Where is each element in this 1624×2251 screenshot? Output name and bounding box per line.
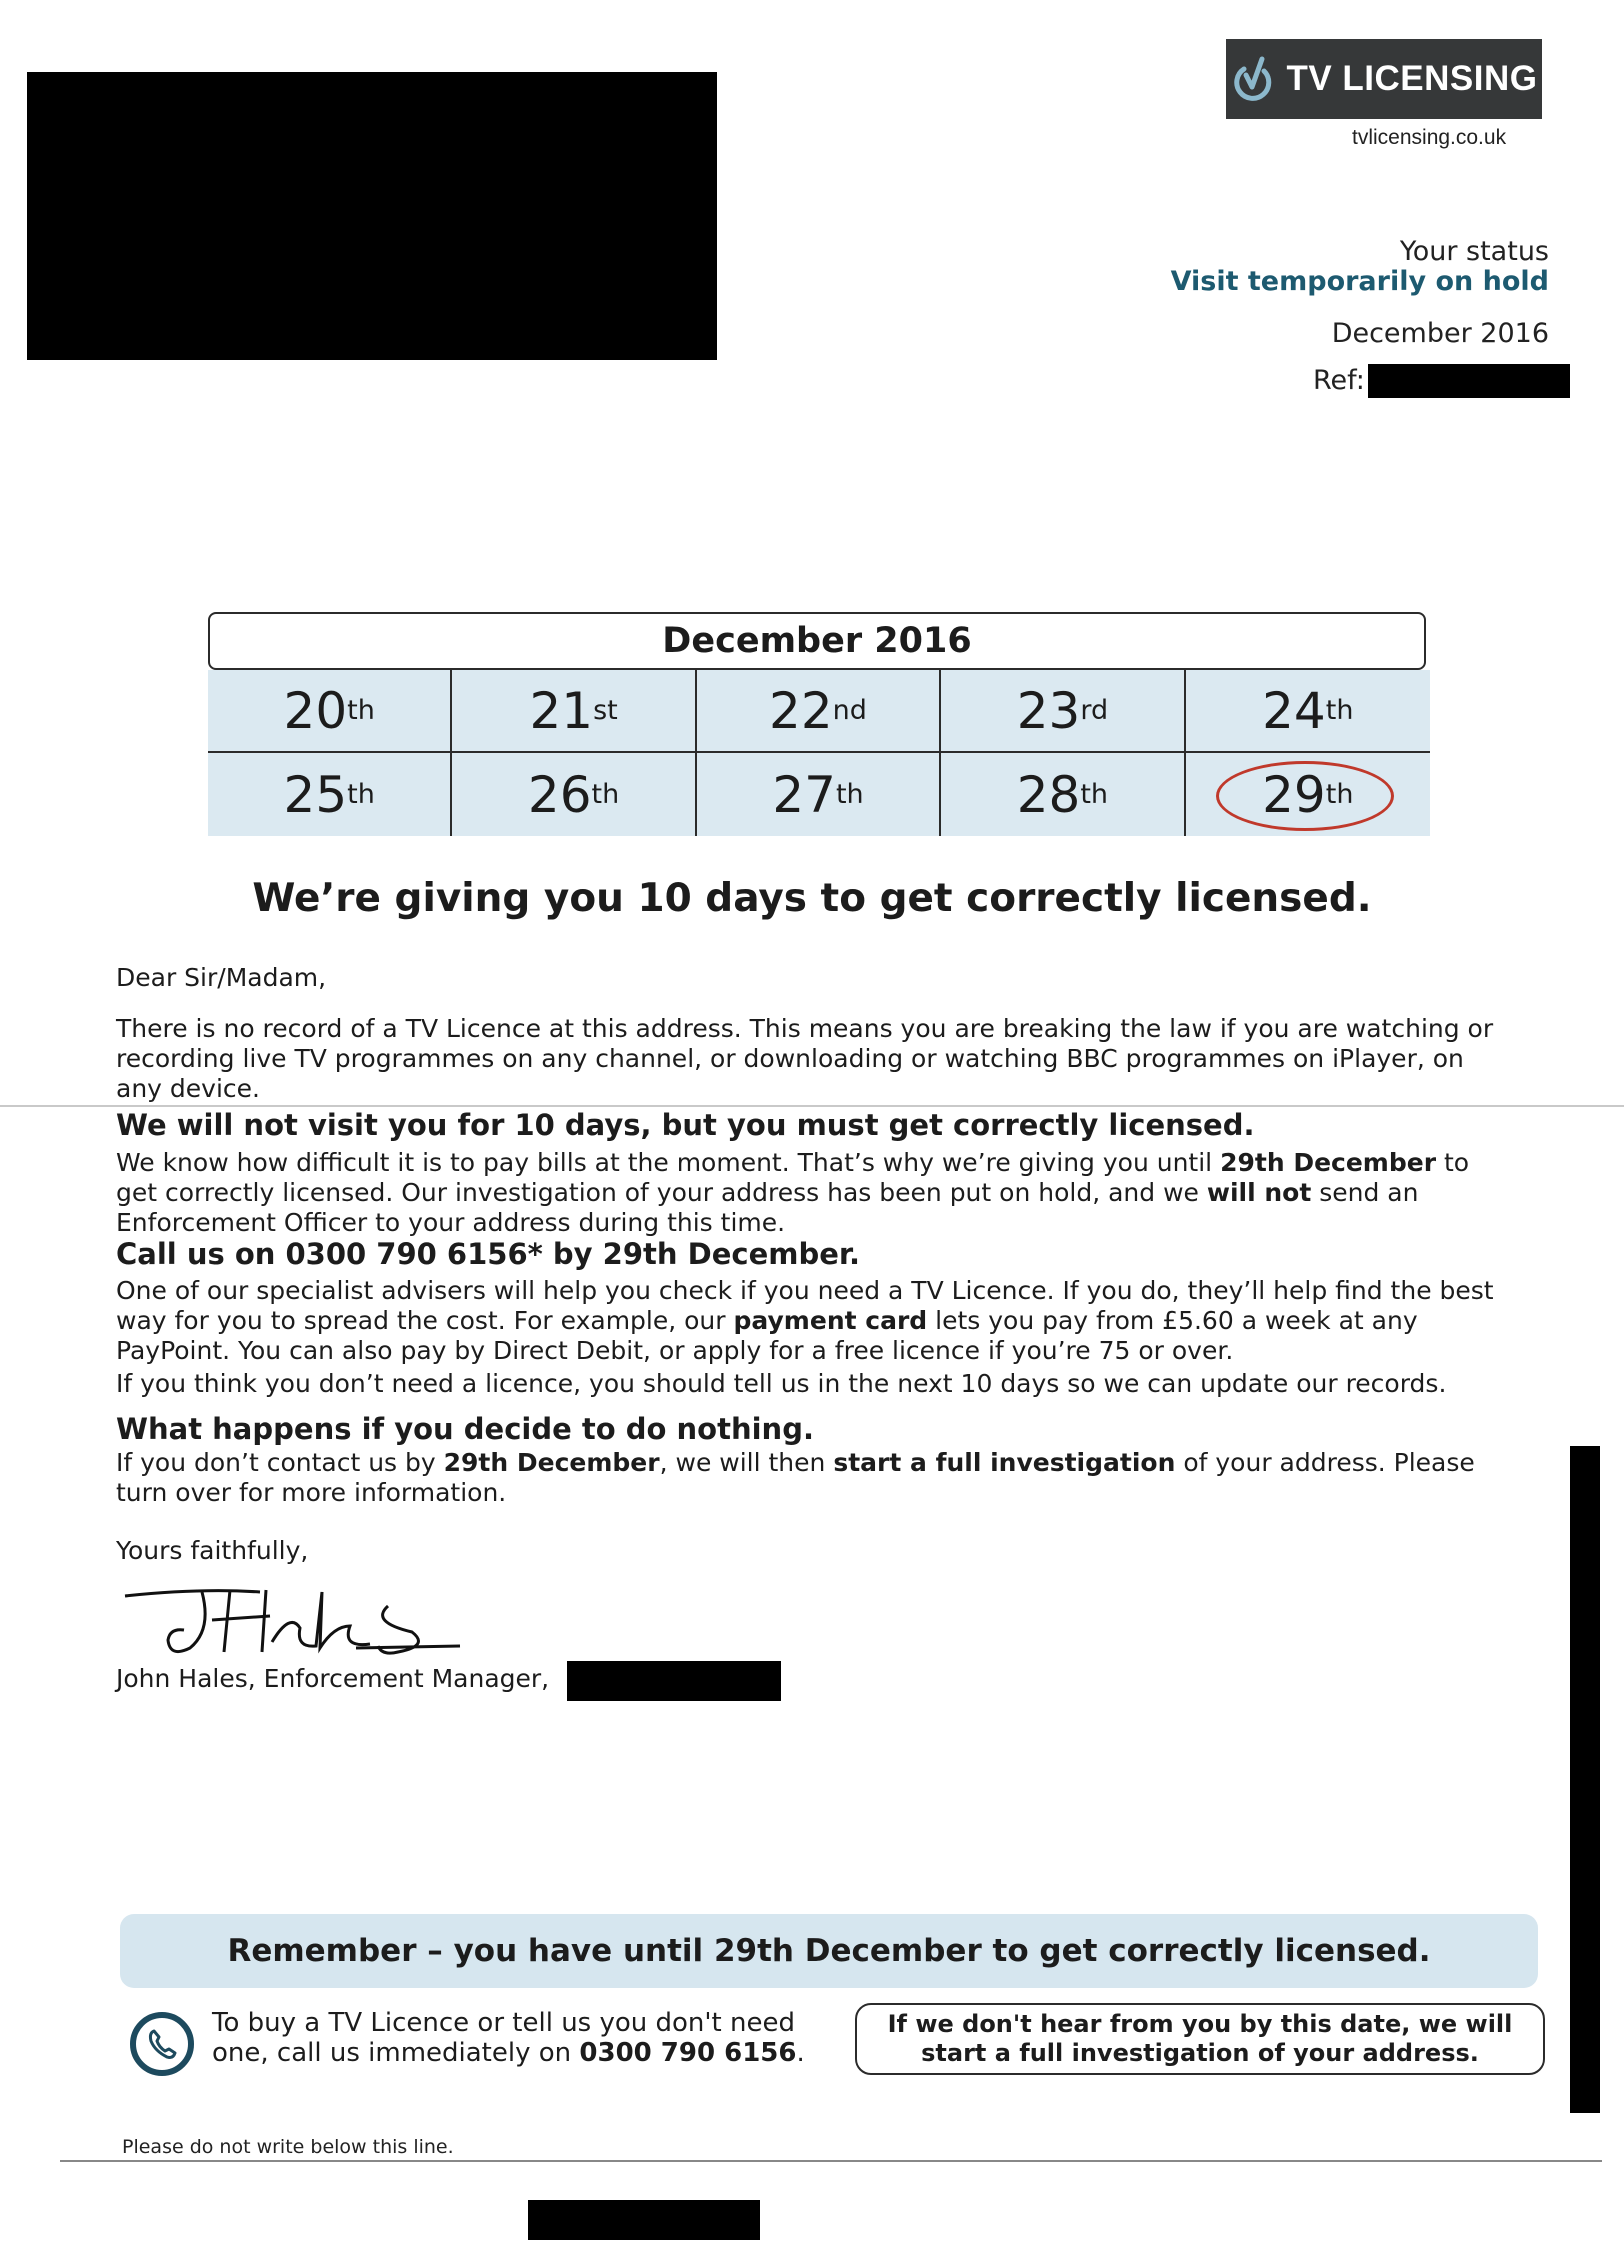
calendar-day: 22 nd [697, 670, 941, 753]
signatory: John Hales, Enforcement Manager, [116, 1664, 550, 1693]
status-value: Visit temporarily on hold [1170, 266, 1549, 297]
phone-icon [130, 2012, 194, 2076]
deadline-circle-mark [1216, 761, 1394, 831]
status-label: Your status [1399, 236, 1549, 267]
redacted-address-block [27, 72, 717, 360]
handwritten-signature [120, 1582, 470, 1662]
investigation-warning: If we don't hear from you by this date, we will start a full investigation of your address. [855, 2003, 1545, 2075]
tv-licensing-logo [1226, 39, 1542, 119]
calendar-day: 25 th [208, 753, 452, 836]
logo-text: TV LICENSING [1286, 59, 1538, 98]
calendar-day: 20 th [208, 670, 452, 753]
redacted-margin-bar [1570, 1446, 1600, 2113]
calendar-day: 27 th [697, 753, 941, 836]
calendar-day: 23 rd [941, 670, 1185, 753]
paragraph-investigation: If you don’t contact us by 29th December, we will then start a full investigation of your address. Please turn over for more information. [116, 1448, 1475, 1507]
redacted-barcode [528, 2200, 760, 2240]
calendar-day: 26 th [452, 753, 696, 836]
fold-line [0, 1105, 1624, 1107]
redacted-reference [1368, 364, 1570, 398]
paragraph-on-hold: We know how difficult it is to pay bills at the moment. That’s why we’re giving you until 29th December to get correctly licensed. Our investigation of your address has been put on hold, and we will not send an Enforcement Officer to your address during this time. [116, 1148, 1470, 1237]
sign-off: Yours faithfully, [116, 1536, 309, 1565]
ref-label: Ref: [1313, 365, 1365, 396]
phone-callout: To buy a TV Licence or tell us you don't need one, call us immediately on 0300 790 6156. [212, 2008, 805, 2068]
calendar-grid [208, 670, 1430, 836]
redacted-signatory-org [567, 1661, 781, 1701]
heading-call-us: Call us on 0300 790 6156* by 29th December. [116, 1237, 861, 1271]
calendar-day: 28 th [941, 753, 1185, 836]
paragraph-advisers: One of our specialist advisers will help you check if you need a TV Licence. If you do, they’ll help find the best way for you to spread the cost. For example, our payment card lets you pay from £5.60 a week at any PayPoint. You can also pay by Direct Debit, or apply for a free licence if you’re 75 or over. [116, 1276, 1494, 1365]
letter-date: December 2016 [1331, 318, 1549, 349]
tear-line [60, 2160, 1602, 2162]
calendar-day: 24 th [1186, 670, 1430, 753]
heading-no-visit: We will not visit you for 10 days, but you must get correctly licensed. [116, 1108, 1255, 1142]
calendar-day-deadline: 29 th [1186, 753, 1430, 836]
no-write-notice: Please do not write below this line. [122, 2136, 454, 2158]
paragraph-no-licence-needed: If you think you don’t need a licence, you should tell us in the next 10 days so we can update our records. [116, 1369, 1447, 1398]
headline: We’re giving you 10 days to get correctly licensed. [252, 876, 1372, 921]
calendar-title: December 2016 [208, 612, 1426, 670]
website-link[interactable]: tvlicensing.co.uk [1352, 126, 1507, 149]
greeting: Dear Sir/Madam, [116, 963, 327, 992]
phone-number[interactable]: 0300 790 6156 [579, 2038, 797, 2068]
remember-banner: Remember – you have until 29th December to get correctly licensed. [120, 1914, 1538, 1988]
paragraph-no-record: There is no record of a TV Licence at this address. This means you are breaking the law if you are watching or recording live TV programmes on any channel, or downloading or watching BBC programmes on iPlayer, on any device. [116, 1014, 1494, 1103]
tick-logo-icon [1230, 55, 1274, 103]
calendar-day: 21 st [452, 670, 696, 753]
heading-do-nothing: What happens if you decide to do nothing. [116, 1412, 814, 1446]
